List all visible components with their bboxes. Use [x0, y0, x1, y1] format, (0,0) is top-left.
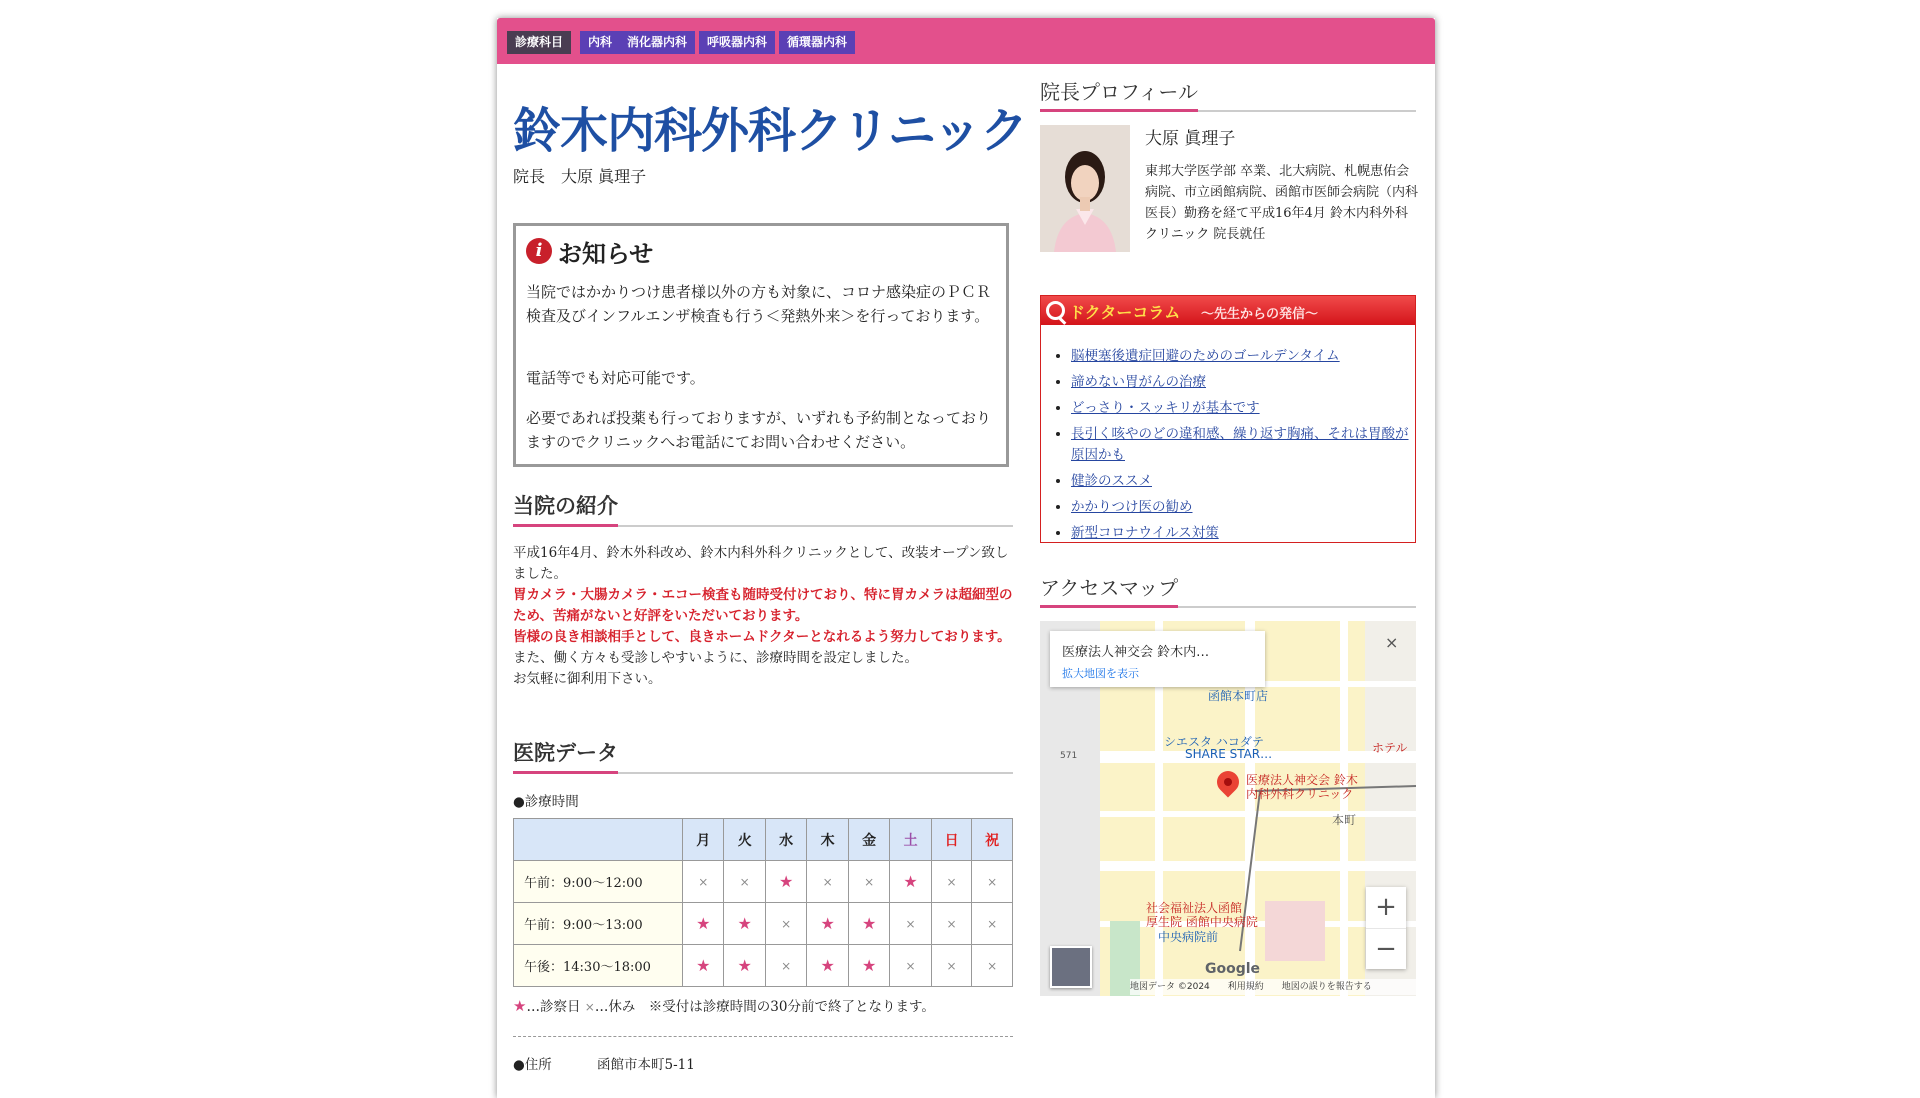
day-header: 月	[683, 819, 724, 861]
data-heading	[513, 738, 1013, 774]
map-label-siesta: シエスタ ハコダテ	[1164, 735, 1264, 749]
notice-paragraph: 当院ではかかりつけ患者様以外の方も対象に、コロナ感染症のＰＣＲ検査及びインフルエンザ検査も行う＜発熱外来＞を行っております。	[526, 283, 992, 325]
data-heading-text: 医院データ	[513, 737, 618, 774]
day-header: 木	[807, 819, 848, 861]
hours-cell: ★	[890, 861, 931, 903]
column-link[interactable]: 長引く咳やのどの違和感、繰り返す胸痛、それは胃酸が原因かも	[1071, 426, 1409, 463]
hours-cell: ×	[807, 861, 848, 903]
intro-line: また、働く方々も受診しやすいように、診療時間を設定しました。	[513, 650, 918, 666]
day-header: 日	[931, 819, 972, 861]
hours-cell: ★	[848, 945, 889, 987]
hours-cell: ×	[972, 945, 1013, 987]
map-label-store: 函館本町店	[1208, 689, 1269, 703]
zoom-in-button[interactable]: +	[1366, 887, 1406, 929]
doctor-column-box	[1040, 295, 1416, 543]
hours-header-row	[514, 819, 1013, 861]
hours-cell: ×	[972, 903, 1013, 945]
hours-cell: ★	[848, 903, 889, 945]
hours-corner	[514, 819, 683, 861]
list-item	[1071, 471, 1411, 492]
day-header: 祝	[972, 819, 1013, 861]
hours-cell: ×	[931, 861, 972, 903]
page-container	[497, 18, 1435, 1098]
legend-star-text: …診察日	[526, 999, 581, 1015]
column-link[interactable]: かかりつけ医の勧め	[1071, 499, 1193, 515]
column-link[interactable]: 健診のススメ	[1071, 473, 1152, 489]
intro-line: 平成16年4月、鈴木外科改め、鈴木内科外科クリニックとして、改装オープン致しました。	[513, 545, 1009, 582]
address	[513, 1053, 695, 1073]
list-item	[1071, 346, 1411, 367]
intro-highlight: 皆様の良き相談相手として、良きホームドクターとなれるよう努力しております。	[513, 629, 1011, 645]
hours-cell: ★	[724, 945, 765, 987]
table-row	[514, 945, 1013, 987]
list-item	[1071, 497, 1411, 518]
map-label-hospital: 社会福祉法人函館	[1146, 901, 1243, 915]
clinic-title[interactable]: 鈴木内科外科クリニック	[513, 103, 1028, 159]
doctor-column-banner	[1041, 296, 1415, 325]
hours-cell: ×	[724, 861, 765, 903]
notice-paragraph: 電話等でも対応可能です。	[526, 369, 705, 387]
info-icon: i	[526, 238, 552, 264]
hours-legend	[513, 995, 935, 1015]
map-label-siesta-2: SHARE STAR…	[1185, 747, 1273, 761]
hours-cell: ×	[931, 903, 972, 945]
hours-cell: ★	[765, 861, 806, 903]
list-item	[1071, 523, 1411, 544]
notice-box	[513, 223, 1009, 467]
divider	[513, 1036, 1013, 1037]
cross-icon: ×	[584, 1000, 595, 1014]
hours-row-label: 午前：9:00〜12:00	[514, 861, 683, 903]
map-pin-label-2: 内科外科クリニック	[1246, 787, 1354, 801]
map-info-card	[1050, 631, 1265, 687]
hours-cell: ★	[724, 903, 765, 945]
list-item	[1071, 372, 1411, 393]
day-header: 土	[890, 819, 931, 861]
address-value: 函館市本町5-11	[597, 1057, 695, 1073]
intro-highlight: 胃カメラ・大腸カメラ・エコー検査も随時受付けており、特に胃カメラは超細型のため、苦痛がないと好評をいただいております。	[513, 587, 1013, 624]
access-map[interactable]	[1040, 621, 1416, 996]
map-card-title: 医療法人神交会 鈴木内…	[1062, 645, 1210, 660]
map-label-honmachi: 本町	[1332, 813, 1357, 827]
list-item	[1071, 398, 1411, 419]
director-line: 院長 大原 眞理子	[513, 167, 647, 186]
hours-cell: ×	[931, 945, 972, 987]
map-zoom-control	[1366, 887, 1406, 969]
notice-title: お知らせ	[558, 240, 654, 268]
hours-row-label: 午前：9:00〜13:00	[514, 903, 683, 945]
notice-paragraph: 必要であれば投薬も行っておりますが、いずれも予約制となっておりますのでクリニックへお電話にてお問い合わせください。	[526, 409, 992, 451]
day-header: 水	[765, 819, 806, 861]
hours-cell: ×	[765, 945, 806, 987]
intro-heading-text: 当院の紹介	[513, 490, 618, 527]
hours-cell: ×	[848, 861, 889, 903]
list-item	[1071, 424, 1411, 466]
profile-heading-text: 院長プロフィール	[1040, 76, 1198, 112]
nav-item-respiratory[interactable]: 呼吸器内科	[699, 31, 775, 54]
nav-item-internal[interactable]: 内科	[580, 31, 620, 54]
nav-item-cardio[interactable]: 循環器内科	[779, 31, 855, 54]
hours-cell: ×	[890, 903, 931, 945]
map-pin-label: 医療法人神交会 鈴木	[1246, 773, 1358, 787]
legend-cross-text: …休み ※受付は診療時間の30分前で終了となります。	[594, 999, 935, 1015]
hours-cell: ★	[683, 945, 724, 987]
hours-cell: ×	[683, 861, 724, 903]
table-row	[514, 903, 1013, 945]
address-label: ●住所	[513, 1057, 552, 1073]
close-icon[interactable]: ×	[1385, 633, 1399, 652]
column-link[interactable]: どっさり・スッキリが基本です	[1071, 400, 1260, 416]
hours-row-label: 午後：14:30〜18:00	[514, 945, 683, 987]
column-banner-title: ドクターコラム	[1069, 303, 1181, 322]
star-icon: ★	[513, 997, 527, 1015]
google-logo: Google	[1205, 961, 1261, 977]
column-link[interactable]: 脳梗塞後遺症回避のためのゴールデンタイム	[1071, 348, 1340, 364]
column-link[interactable]: 新型コロナウイルス対策	[1071, 525, 1219, 541]
hours-cell: ×	[765, 903, 806, 945]
nav-item-gastro[interactable]: 消化器内科	[619, 31, 695, 54]
day-header: 火	[724, 819, 765, 861]
column-banner-subtitle: 〜先生からの発信〜	[1201, 307, 1319, 322]
top-navigation	[497, 18, 1435, 64]
director-photo	[1040, 125, 1130, 252]
map-label-station: 中央病院前	[1158, 930, 1219, 944]
intro-line: お気軽に御利用下さい。	[513, 671, 662, 687]
hours-cell: ★	[807, 903, 848, 945]
map-footer[interactable]: 地図データ ©2024 利用規約 地図の誤りを報告する	[1130, 979, 1416, 995]
profile-name: 大原 眞理子	[1145, 129, 1236, 149]
map-label-hotel: ホテル	[1372, 741, 1408, 755]
column-link-list	[1041, 346, 1411, 549]
hours-label: ●診療時間	[513, 794, 579, 810]
profile-bio: 東邦大学医学部 卒業、北大病院、札幌恵佑会病院、市立函館病院、函館市医師会病院（内科医長）勤務を経て平成16年4月 鈴木内科外科クリニック 院長就任	[1145, 164, 1419, 242]
access-heading-text: アクセスマップ	[1040, 572, 1178, 608]
nav-item-departments[interactable]: 診療科目	[507, 31, 571, 54]
hours-cell: ★	[683, 903, 724, 945]
intro-heading	[513, 491, 1013, 527]
intro-text	[513, 543, 1013, 690]
hours-table	[513, 818, 1013, 987]
table-row	[514, 861, 1013, 903]
column-link[interactable]: 諦めない胃がんの治療	[1071, 374, 1206, 390]
hours-cell: ★	[807, 945, 848, 987]
map-label-hospital-2: 厚生院 函館中央病院	[1146, 915, 1258, 929]
map-enlarge-link[interactable]: 拡大地図を表示	[1062, 667, 1139, 680]
access-heading	[1040, 572, 1416, 608]
zoom-out-button[interactable]: −	[1375, 934, 1397, 964]
day-header: 金	[848, 819, 889, 861]
map-satellite-toggle[interactable]	[1050, 946, 1092, 988]
map-label-road: 571	[1060, 751, 1078, 761]
profile-heading	[1040, 76, 1416, 112]
hours-cell: ×	[890, 945, 931, 987]
hours-cell: ×	[972, 861, 1013, 903]
magnifier-icon	[1046, 301, 1065, 320]
